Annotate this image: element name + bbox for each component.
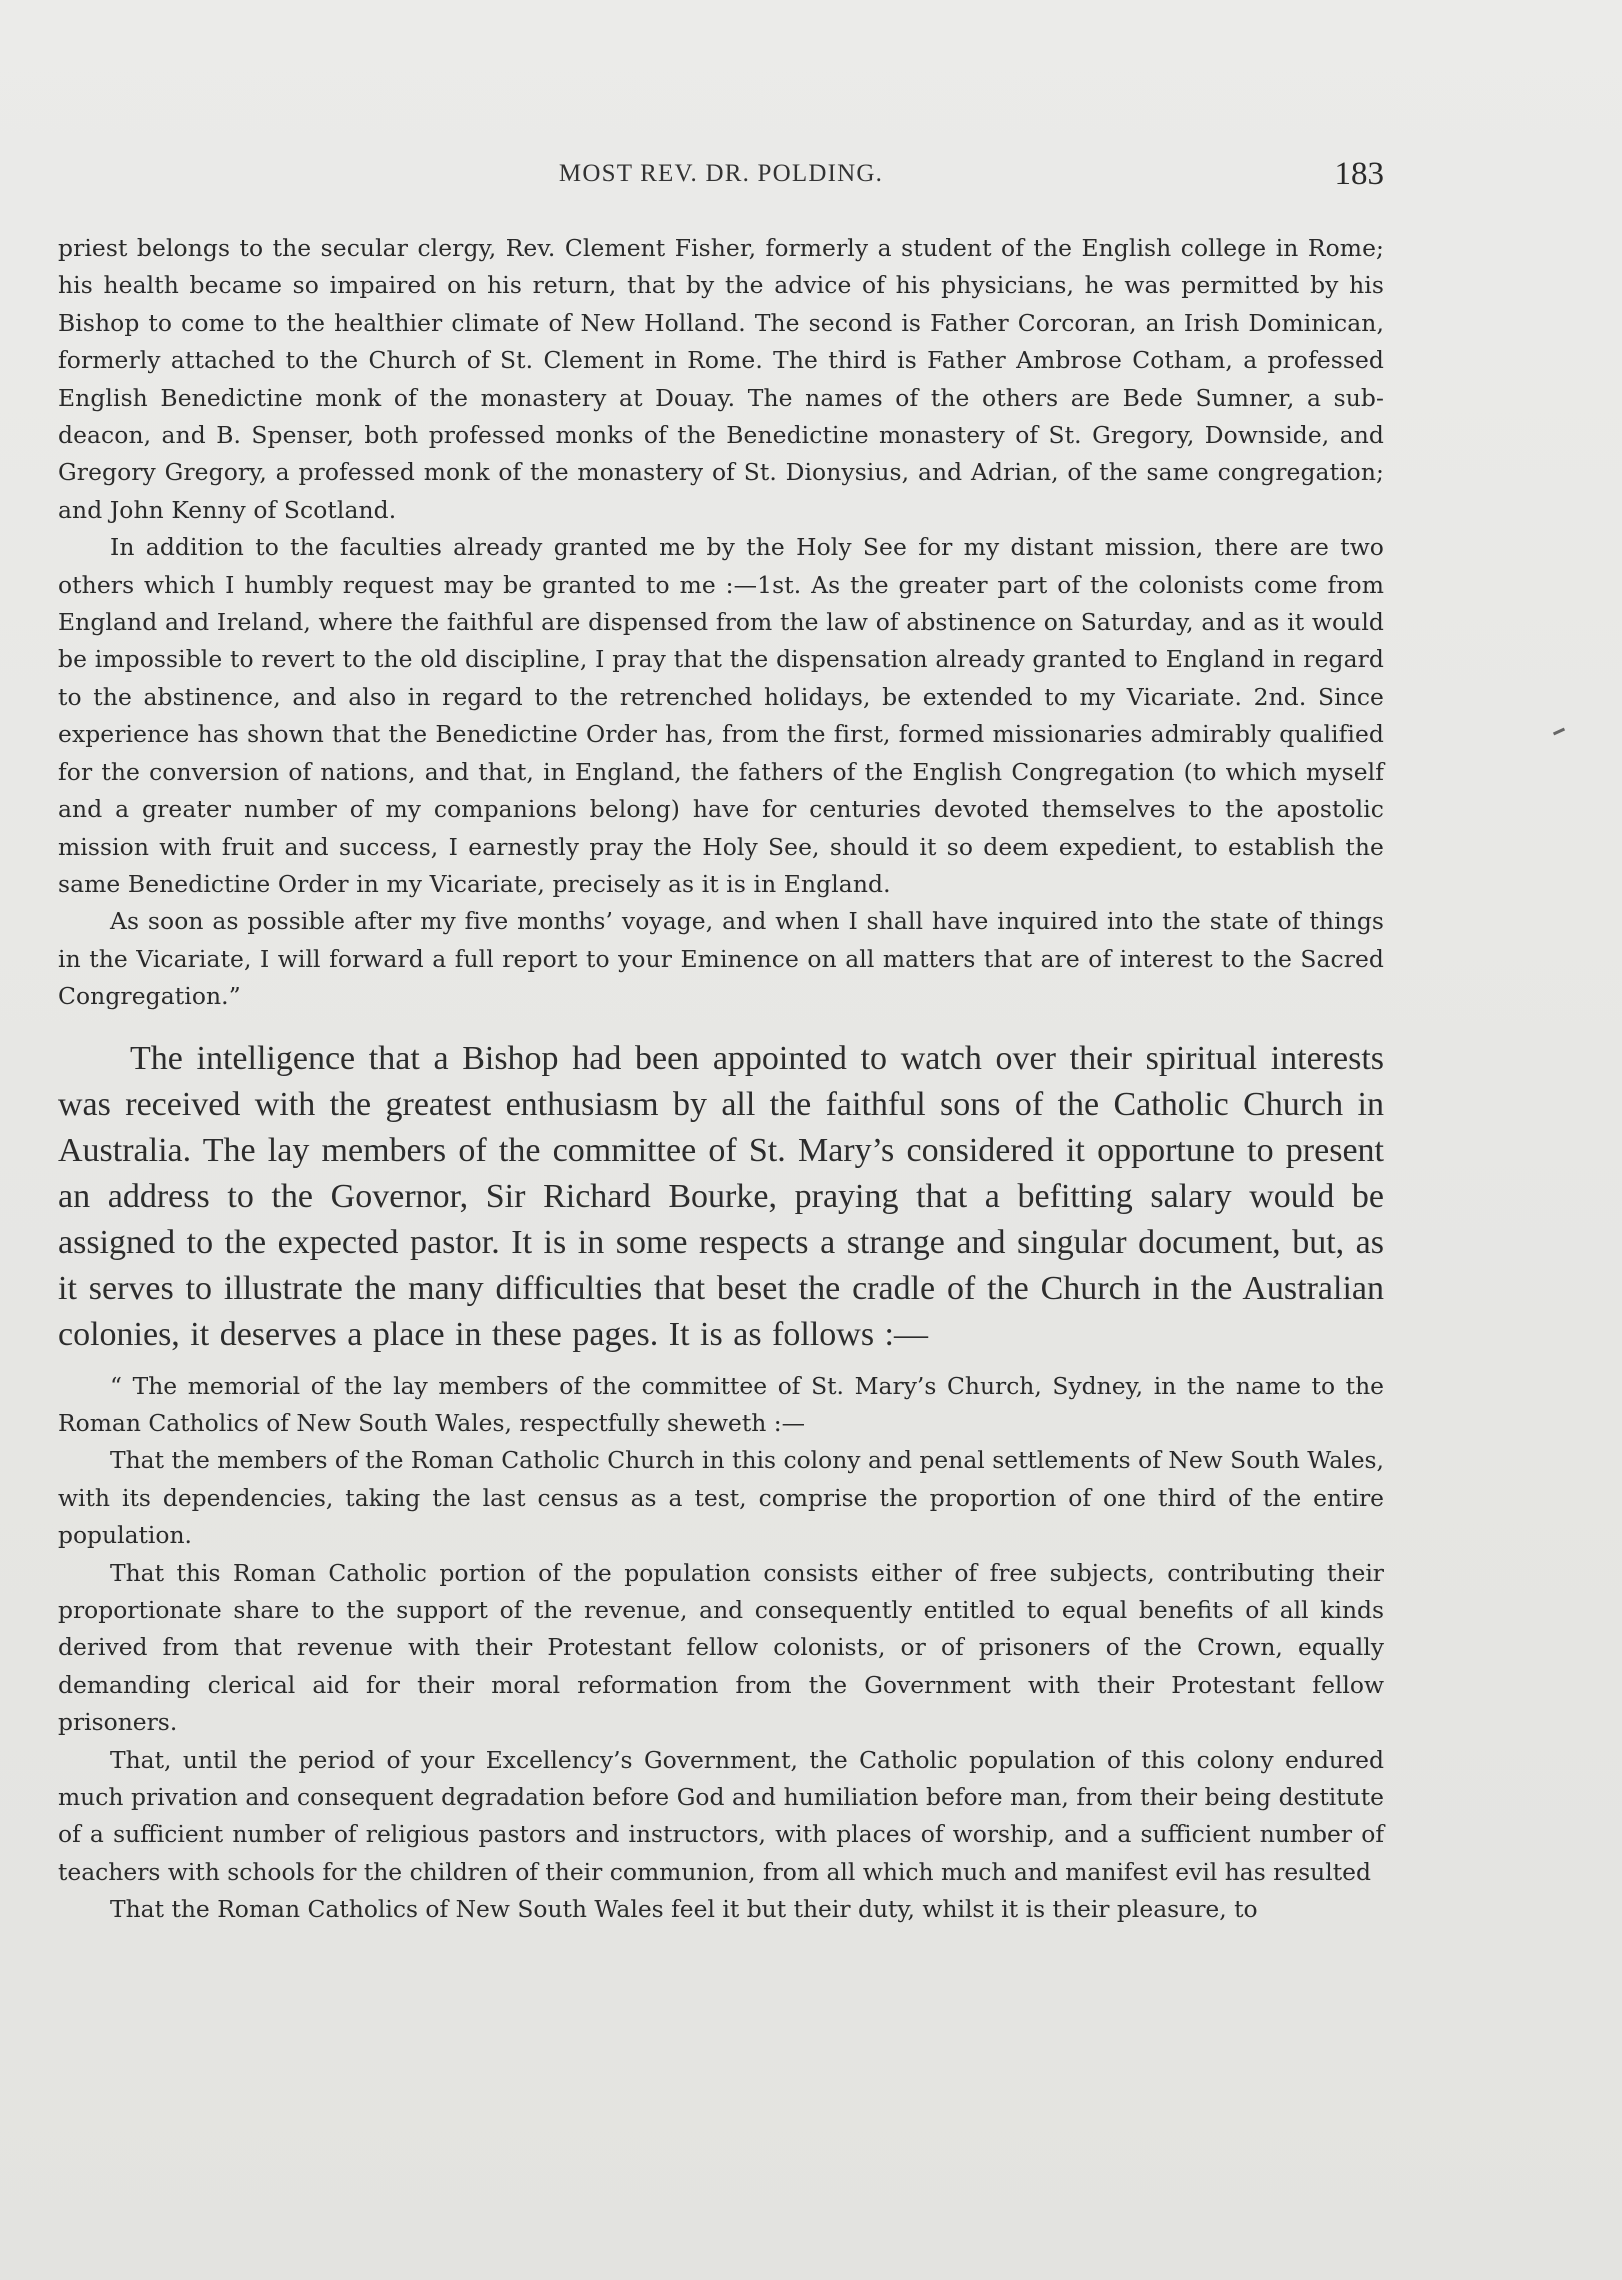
page-body — [58, 230, 1384, 1929]
letter-paragraph: As soon as possible after my five months’ voyage, and when I shall have inquired into the state of things in the Vicariate, I will forward a full report to your Eminence on all matters that are of interest to the Sacred Congregation.” — [58, 907, 1384, 1011]
running-title: MOST REV. DR. POLDING. — [558, 160, 884, 187]
memorial-text — [58, 1368, 1384, 1929]
letter-text — [58, 230, 1384, 1016]
memorial-paragraph: That this Roman Catholic portion of the population consists either of free subjects, contributing their proportionate share to the support of the revenue, and consequently entitled to equal benefits of all kinds derived from that revenue with their Protestant fellow colonists, or of prisoners of the Crown, equally demanding clerical aid for their moral reformation from the Government with their Protestant fellow prisoners. — [58, 1558, 1384, 1737]
memorial-paragraph: “ The memorial of the lay members of the committee of St. Mary’s Church, Sydney, in the name to the Roman Catholics of New South Wales, respectfully sheweth :— — [58, 1371, 1384, 1437]
page-header — [58, 156, 1384, 196]
page-number: 183 — [1334, 156, 1384, 192]
memorial-paragraph: That the members of the Roman Catholic Church in this colony and penal settlements of New South Wales, with its dependencies, taking the last census as a test, comprise the proportion of one third of the entire population. — [58, 1446, 1384, 1550]
margin-pencil-mark — [1553, 728, 1565, 736]
memorial-paragraph: That, until the period of your Excellency’s Government, the Catholic population of this colony endured much privation and consequent degradation before God and humiliation before man, from their being destitute of a sufficient number of religious pastors and instructors, with places of worship, and a sufficient number of teachers with schools for the children of their communion, from all which much and manifest evil has resulted — [58, 1745, 1384, 1886]
narrative-paragraph: The intelligence that a Bishop had been appointed to watch over their spiritual interests was received with the greatest enthusiasm by all the faithful sons of the Catholic Church in Australia. The lay members of the committee of St. Mary’s considered it opportune to present an address to the Governor, Sir Richard Bourke, praying that a befitting salary would be assigned to the expected pastor. It is in some respects a strange and singular document, but, as it serves to illustrate the many difficulties that beset the cradle of the Church in the Australian colonies, it deserves a place in these pages. It is as follows :— — [58, 1039, 1384, 1353]
narrative-text — [58, 1036, 1384, 1358]
memorial-paragraph: That the Roman Catholics of New South Wales feel it but their duty, whilst it is their pleasure, to — [110, 1895, 1258, 1924]
letter-paragraph: In addition to the faculties already granted me by the Holy See for my distant mission, there are two others which I humbly request may be granted to me :—1st. As the greater part of the colonists come from England and Ireland, where the faithful are dispensed from the law of abstinence on Saturday, and as it would be impossible to revert to the old discipline, I pray that the dispensation already granted to England in regard to the abstinence, and also in regard to the retrenched holidays, be extended to my Vicariate. 2nd. Since experience has shown that the Benedictine Order has, from the first, formed missionaries admirably qualified for the conversion of nations, and that, in England, the fathers of the English Congregation (to which myself and a greater number of my companions belong) have for centuries devoted themselves to the apostolic mission with fruit and success, I earnestly pray the Holy See, should it so deem expedient, to establish the same Benedictine Order in my Vicariate, precisely as it is in England. — [58, 533, 1384, 898]
letter-paragraph: priest belongs to the secular clergy, Rev. Clement Fisher, formerly a student of the English college in Rome; his health became so impaired on his return, that by the advice of his physicians, he was permitted by his Bishop to come to the healthier climate of New Holland. The second is Father Corcoran, an Irish Dominican, formerly attached to the Church of St. Clement in Rome. The third is Father Ambrose Cotham, a professed English Benedictine monk of the monastery at Douay. The names of the others are Bede Sumner, a sub-deacon, and B. Spenser, both professed monks of the Benedictine monastery of St. Gregory, Downside, and Gregory Gregory, a professed monk of the monastery of St. Dionysius, and Adrian, of the same congregation; and John Kenny of Scotland. — [58, 234, 1384, 524]
